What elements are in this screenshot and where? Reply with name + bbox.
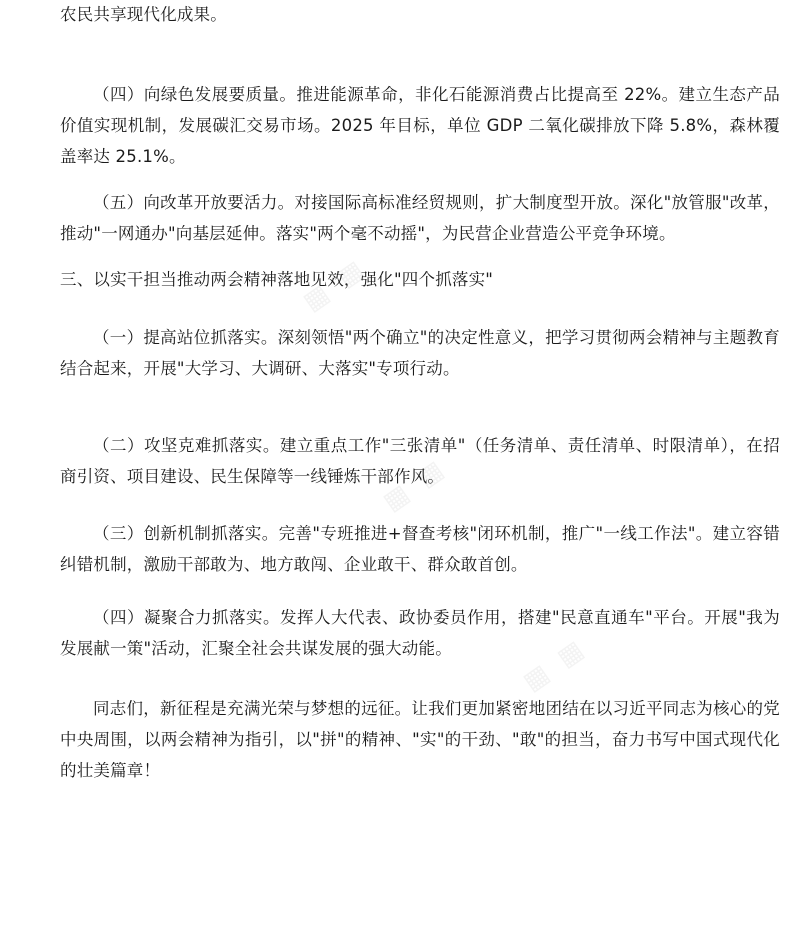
watermark-mark: ▦ ▦ (297, 252, 373, 318)
watermark-mark: ▦ ▦ (377, 452, 453, 518)
paragraph-continuation: 农民共享现代化成果。 (60, 5, 227, 24)
paragraph-green-development: （四）向绿色发展要质量。推进能源革命，非化石能源消费占比提高至 22%。建立生态产品价值实现机制，发展碳汇交易市场。2025 年目标，单位 GDP 二氧化碳排放下降 5.8%，森林覆盖率达 25.1%。 (60, 85, 780, 166)
watermark-mark: ▦ ▦ (517, 632, 593, 698)
paragraph-innovation-mechanism: （三）创新机制抓落实。完善"专班推进+督查考核"闭环机制，推广"一线工作法"。建立容错纠错机制，激励干部敢为、地方敢闯、企业敢干、群众敢首创。 (60, 524, 780, 574)
paragraph-reform-opening: （五）向改革开放要活力。对接国际高标准经贸规则，扩大制度型开放。深化"放管服"改革，推动"一网通办"向基层延伸。落实"两个毫不动摇"，为民营企业营造公平竞争环境。 (60, 193, 780, 243)
paragraph-closing: 同志们，新征程是充满光荣与梦想的远征。让我们更加紧密地团结在以习近平同志为核心的党中央周围，以两会精神为指引，以"拼"的精神、"实"的干劲、"敢"的担当，奋力书写中国式现代化的壮美篇章！ (60, 699, 780, 780)
section-heading-three: 三、以实干担当推动两会精神落地见效，强化"四个抓落实" (60, 270, 494, 289)
paragraph-stance: （一）提高站位抓落实。深刻领悟"两个确立"的决定性意义，把学习贯彻两会精神与主题教育结合起来，开展"大学习、大调研、大落实"专项行动。 (60, 328, 780, 378)
paragraph-tackle-difficulties: （二）攻坚克难抓落实。建立重点工作"三张清单"（任务清单、责任清单、时限清单），在招商引资、项目建设、民生保障等一线锤炼干部作风。 (60, 436, 780, 486)
paragraph-joint-effort: （四）凝聚合力抓落实。发挥人大代表、政协委员作用，搭建"民意直通车"平台。开展"我为发展献一策"活动，汇聚全社会共谋发展的强大动能。 (60, 608, 780, 658)
